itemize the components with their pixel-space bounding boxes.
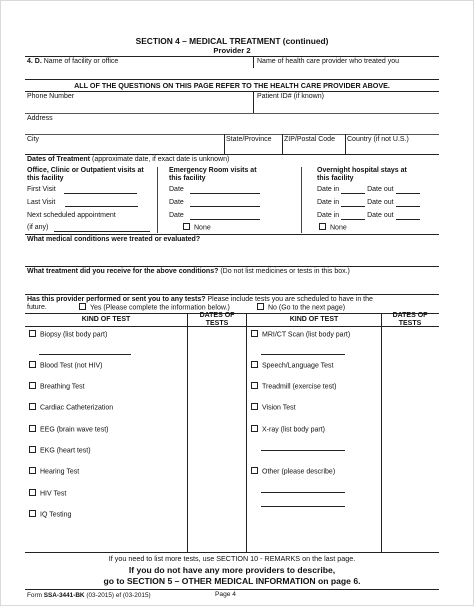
checkbox-icon xyxy=(29,446,36,453)
state-field[interactable]: State/Province xyxy=(226,136,272,143)
er-date-field-1[interactable]: Date xyxy=(169,186,260,194)
test-hiv[interactable]: HIV Test xyxy=(29,490,66,498)
test-hearing[interactable]: Hearing Test xyxy=(29,468,79,476)
treatment-question: What treatment did you receive for the above conditions? (Do not list medicines or tests in this box.) xyxy=(27,268,350,275)
checkbox-icon xyxy=(251,330,258,337)
dates-of-tests-header-right: DATES OF TESTS xyxy=(392,312,428,328)
er-visits-title-2: this facility xyxy=(169,175,206,182)
checkbox-icon xyxy=(183,223,190,230)
conditions-question: What medical conditions were treated or evaluated? xyxy=(27,236,201,243)
country-field[interactable]: Country (if not U.S.) xyxy=(347,136,409,143)
checkbox-icon xyxy=(257,303,264,310)
tests-yes-option[interactable]: Yes (Please complete the information below.) xyxy=(79,304,230,312)
checkbox-icon xyxy=(29,382,36,389)
test-breathing[interactable]: Breathing Test xyxy=(29,383,85,391)
form-identifier: Form SSA-3441-BK (03-2015) ef (03-2015) xyxy=(27,592,151,599)
form-page xyxy=(25,29,439,607)
checkbox-icon xyxy=(29,361,36,368)
question-number: 4. D. xyxy=(27,58,42,65)
tests-question: Has this provider performed or sent you to any tests? Please include tests you are scheduled to have in the xyxy=(27,296,373,303)
notice-text: ALL OF THE QUESTIONS ON THIS PAGE REFER TO THE HEALTH CARE PROVIDER ABOVE. xyxy=(74,81,390,90)
provider-label: Provider 2 xyxy=(213,46,251,55)
other-description-line-1[interactable] xyxy=(261,485,345,493)
checkbox-icon xyxy=(251,382,258,389)
conditions-answer-area[interactable] xyxy=(25,245,439,265)
facility-field[interactable] xyxy=(27,58,118,66)
test-cardiac-catheterization[interactable]: Cardiac Catheterization xyxy=(29,404,113,412)
go-to-section-5-note: go to SECTION 5 – OTHER MEDICAL INFORMATION on page 6. xyxy=(103,576,361,586)
checkbox-icon xyxy=(29,403,36,410)
dates-of-tests-header-left: DATES OF TESTS xyxy=(199,312,235,328)
er-date-field-2[interactable]: Date xyxy=(169,199,260,207)
test-mri-ct[interactable]: MRI/CT Scan (list body part) xyxy=(251,331,350,339)
test-vision[interactable]: Vision Test xyxy=(251,404,296,412)
patient-id-field[interactable]: Patient ID# (if known) xyxy=(257,93,324,100)
section-title: SECTION 4 – MEDICAL TREATMENT (continued) xyxy=(135,36,329,46)
kind-of-test-header-right: KIND OF TEST xyxy=(289,316,339,323)
office-visits-title-2: this facility xyxy=(27,175,64,182)
city-field[interactable]: City xyxy=(27,136,40,143)
next-appointment-label: Next scheduled appointment xyxy=(27,212,116,219)
provider-name-field[interactable]: Name of health care provider who treated you xyxy=(257,58,400,65)
test-eeg[interactable]: EEG (brain wave test) xyxy=(29,426,108,434)
test-ekg[interactable]: EKG (heart test) xyxy=(29,447,91,455)
checkbox-icon xyxy=(251,403,258,410)
test-xray[interactable]: X-ray (list body part) xyxy=(251,426,325,434)
checkbox-icon xyxy=(29,467,36,474)
other-description-line-2[interactable] xyxy=(261,499,345,507)
overnight-stay-2[interactable]: Date in Date out xyxy=(317,199,420,207)
overnight-none-checkbox[interactable]: None xyxy=(319,224,347,232)
test-iq[interactable]: IQ Testing xyxy=(29,511,71,519)
test-other[interactable]: Other (please describe) xyxy=(251,468,335,476)
zip-field[interactable]: ZIP/Postal Code xyxy=(284,136,335,143)
overnight-title-2: this facility xyxy=(317,175,354,182)
test-blood[interactable]: Blood Test (not HIV) xyxy=(29,362,103,370)
biopsy-body-part-line[interactable] xyxy=(39,347,131,355)
last-visit-field[interactable]: Last Visit xyxy=(27,199,138,207)
first-visit-field[interactable]: First Visit xyxy=(27,186,137,194)
checkbox-icon xyxy=(29,330,36,337)
checkbox-icon xyxy=(251,361,258,368)
page-number: Page 4 xyxy=(215,591,236,598)
tests-no-option[interactable]: No (Go to the next page) xyxy=(257,304,345,312)
checkbox-icon xyxy=(29,510,36,517)
more-tests-note: If you need to list more tests, use SECTION 10 - REMARKS on the last page. xyxy=(108,554,356,563)
checkbox-icon xyxy=(251,467,258,474)
test-speech-language[interactable]: Speech/Language Test xyxy=(251,362,334,370)
checkbox-icon xyxy=(251,425,258,432)
mri-body-part-line[interactable] xyxy=(261,347,345,355)
test-treadmill[interactable]: Treadmill (exercise test) xyxy=(251,383,336,391)
tests-question-2: future. xyxy=(27,304,47,311)
overnight-stay-1[interactable]: Date in Date out xyxy=(317,186,420,194)
dates-of-treatment: Dates of Treatment (approximate date, if exact date is unknown) xyxy=(27,156,230,163)
checkbox-icon xyxy=(29,489,36,496)
er-visits-title: Emergency Room visits at xyxy=(169,167,257,174)
checkbox-icon xyxy=(79,303,86,310)
phone-field[interactable]: Phone Number xyxy=(27,93,75,100)
no-more-providers-note: If you do not have any more providers to describe, xyxy=(128,565,336,575)
er-date-field-3[interactable]: Date xyxy=(169,212,260,220)
checkbox-icon xyxy=(319,223,326,230)
test-biopsy[interactable]: Biopsy (list body part) xyxy=(29,331,107,339)
overnight-stay-3[interactable]: Date in Date out xyxy=(317,212,420,220)
facility-label: Name of facility or office xyxy=(43,58,119,65)
xray-body-part-line[interactable] xyxy=(261,443,345,451)
checkbox-icon xyxy=(29,425,36,432)
treatment-answer-area[interactable] xyxy=(25,277,439,293)
address-field[interactable]: Address xyxy=(27,115,53,122)
kind-of-test-header-left: KIND OF TEST xyxy=(81,316,131,323)
office-visits-title: Office, Clinic or Outpatient visits at xyxy=(27,167,144,174)
next-appointment-field[interactable]: (if any) xyxy=(27,224,150,232)
er-none-checkbox[interactable]: None xyxy=(183,224,211,232)
overnight-title: Overnight hospital stays at xyxy=(317,167,407,174)
